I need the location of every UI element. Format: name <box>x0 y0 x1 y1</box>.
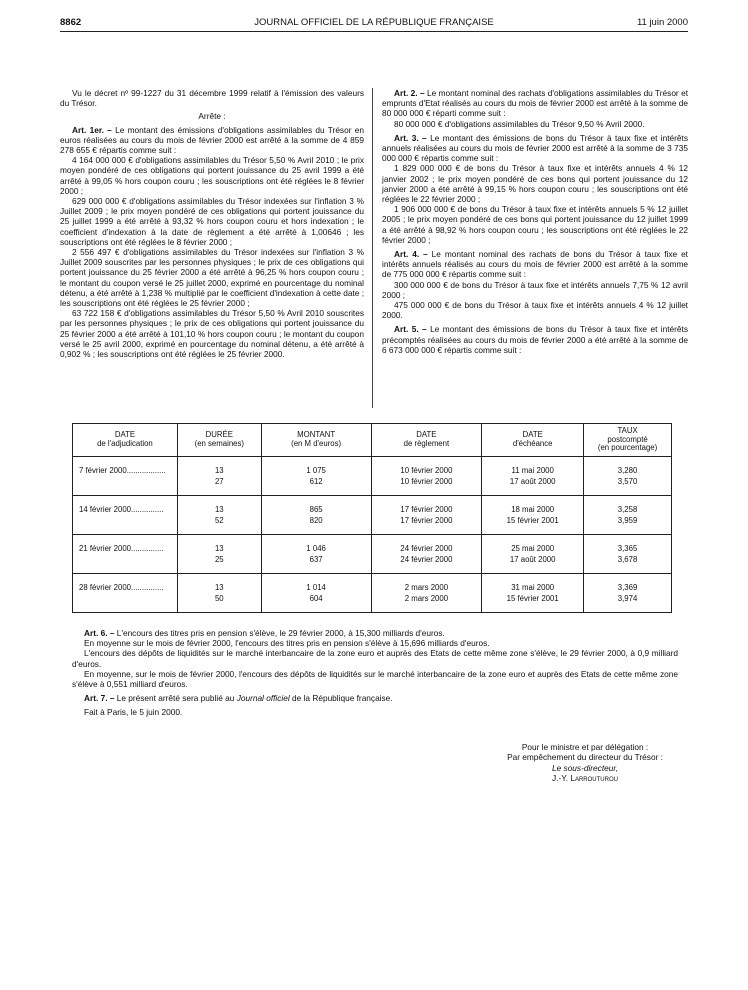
signature-line-2: Par empêchement du directeur du Trésor : <box>507 752 663 763</box>
cell-echeance: 25 mai 2000 17 août 2000 <box>482 534 584 573</box>
signature-block <box>480 742 690 784</box>
column-divider <box>372 88 373 408</box>
cell-duree: 13 25 <box>177 534 261 573</box>
col-header-montant: MONTANT (en M d'euros) <box>261 424 371 457</box>
article-7-label: Art. 7. – <box>84 693 115 704</box>
signatory-title: Le sous-directeur, <box>552 762 618 773</box>
paragraph: 2 556 497 € d'obligations assimilables du Trésor indexées sur l'inflation 3 % Juillet 2009 souscrites par les personnes physiques ; le prix de ces obligations qui portent jouissance du 25 février 2000 a été arrêté à 96,25 % hors coupon couru ; le montant du coupon versé le 25 juillet 2000, exprimé en pourcentage du nominal détenu, a été arrêté à 1,238 % multiplié par le coefficient d'indexation à cette date ; les souscriptions ont été réglées le 25 février 2000 ; <box>60 247 365 309</box>
article-3-label: Art. 3. – <box>394 132 427 143</box>
article-1-text: Le montant des émissions d'obligations assimilables du Trésor en euros réalisées au cours du mois de février 2000 est arrêté à la somme de 4 859 278 655 € répartis comme suit : <box>60 124 364 156</box>
article-4 <box>382 249 688 280</box>
cell-reglement: 10 février 2000 10 février 2000 <box>371 456 482 495</box>
journal-officiel-italic: Journal officiel <box>236 693 290 704</box>
article-2 <box>382 88 688 119</box>
article-3-text: Le montant des émissions de bons du Trésor à taux fixe et intérêts annuels réalisées au cours du mois de février 2000 est arrêté à la somme de 3 735 000 000 € répartis comme suit : <box>382 132 689 164</box>
cell-reglement: 2 mars 2000 2 mars 2000 <box>371 573 482 612</box>
col-header-date-reglement: DATE de règlement <box>371 424 482 457</box>
page-header <box>60 17 688 32</box>
signature-line-1: Pour le ministre et par délégation : <box>521 742 649 752</box>
paragraph: En moyenne, sur le mois de février 2000, l'encours des dépôts de liquidités sur le marché interbancaire de la zone euro et auprès des Etats de cette même zone s'élève à 0,551 milliard d'euros. <box>72 668 678 690</box>
article-3 <box>382 133 688 164</box>
cell-reglement: 17 février 2000 17 février 2000 <box>371 495 482 534</box>
article-5 <box>382 324 688 355</box>
cell-date: 7 février 2000.................. <box>73 456 178 495</box>
cell-montant: 865 820 <box>261 495 371 534</box>
article-4-text: Le montant nominal des rachats de bons du Trésor à taux fixe et intérêts annuels réalisés au cours du mois de février 2000 est arrêté à la somme de 775 000 000 € répartis comme suit : <box>382 249 688 280</box>
left-column <box>60 88 364 359</box>
paragraph: 4 164 000 000 € d'obligations assimilables du Trésor 5,50 % Avril 2010 ; le prix moyen pondéré de ces obligations qui portent jouissance du 25 avril 1999 a été arrêté à 99,05 % hors coupon couru ; les souscriptions ont été réglées le 8 février 2000 ; <box>60 155 364 196</box>
publication-date: 11 juin 2000 <box>636 17 688 28</box>
cell-echeance: 18 mai 2000 15 février 2001 <box>482 495 584 534</box>
right-column <box>382 88 688 355</box>
paragraph: 1 906 000 000 € de bons du Trésor à taux fixe et intérêts annuels 5 % 12 juillet 2005 ; le prix moyen pondéré de ces bons qui portent jouissance du 12 juillet 1999 a été arrêté à 98,92 % hors coupon couru ; les souscriptions ont été réglées le 22 février 2000 ; <box>382 204 688 245</box>
paragraph: En moyenne sur le mois de février 2000, l'encours des titres pris en pension s'élève à 15,696 milliards d'euros. <box>84 638 490 649</box>
article-4-label: Art. 4. – <box>394 249 428 260</box>
cell-montant: 1 014 604 <box>261 573 371 612</box>
article-6 <box>72 628 678 638</box>
cell-taux: 3,369 3,974 <box>584 573 672 612</box>
table-row <box>73 573 672 612</box>
signatory-name: J.-Y. Larrouturou <box>552 773 618 784</box>
adjudication-table <box>72 423 672 613</box>
paragraph: 1 829 000 000 € de bons du Trésor à taux fixe et intérêts annuels 4 % 12 janvier 2002 ; le prix moyen pondéré de ces bons qui portent jouissance du 12 janvier 2000 a été arrêté à 99,15 % hors coupon couru ; les souscriptions ont été réglées le 22 février 2000 ; <box>382 163 688 205</box>
article-2-label: Art. 2. – <box>394 88 425 98</box>
paragraph: L'encours des dépôts de liquidités sur le marché interbancaire de la zone euro et auprès des Etats de cette même zone s'élève, le 29 février 2000, à 0,9 milliard d'euros. <box>72 648 678 669</box>
paragraph: 63 722 158 € d'obligations assimilables du Trésor 5,50 % Avril 2010 souscrites par les personnes physiques ; le prix de ces obligations qui portent jouissance du 25 février 2000 a été arrêté à 101,10 % hors coupon couru ; le montant du coupon versé le 25 avril 2000, exprimé en pourcentage du nominal détenu, a été arrêté à 0,902 % ; les souscriptions ont été réglées le 25 février 2000. <box>60 308 364 360</box>
table-row <box>73 456 672 495</box>
table-row <box>73 495 672 534</box>
cell-date: 14 février 2000............... <box>73 495 178 534</box>
paragraph: 300 000 000 € de bons du Trésor à taux fixe et intérêts annuels 7,75 % 12 avril 2000 ; <box>382 279 688 300</box>
cell-echeance: 11 mai 2000 17 août 2000 <box>482 456 584 495</box>
cell-montant: 1 046 637 <box>261 534 371 573</box>
article-1-label: Art. 1er. – <box>72 124 112 135</box>
final-articles <box>72 628 678 718</box>
cell-date: 28 février 2000............... <box>73 573 178 612</box>
col-header-date-echeance: DATE d'échéance <box>482 424 584 457</box>
article-7: Art. 7. – Le présent arrêté sera publié au Journal officiel de la République française. <box>84 693 393 704</box>
article-1 <box>60 125 364 156</box>
article-2-text: Le montant nominal des rachats d'obligations assimilables du Trésor et emprunts d'Etat réalisés au cours du mois de février 2000 est arrêté à la somme de 80 000 000 € réparti comme suit : <box>382 88 688 119</box>
paragraph: 475 000 000 € de bons du Trésor à taux fixe et intérêts annuels 4 % 12 juillet 2000. <box>382 300 688 321</box>
cell-duree: 13 27 <box>177 456 261 495</box>
paragraph: 629 000 000 € d'obligations assimilables du Trésor indexées sur l'inflation 3 % Juillet 2009 ; le prix moyen pondéré de ces obligations qui portent jouissance du 25 juillet 1999 a été arrêté à 93,32 % hors coupon couru et hors indexation ; le coefficient d'indexation à la date de règlement a été arrêté à 1,00646 ; les souscriptions ont été réglées le 8 février 2000 ; <box>60 196 364 247</box>
article-5-text: Le montant des émissions de bons du Trésor à taux fixe et intérêts précomptés réalisées au cours du mois de février 2000 a été arrêté à la somme de 6 673 000 000 € répartis comme suit : <box>382 324 689 355</box>
journal-title: JOURNAL OFFICIEL DE LA RÉPUBLIQUE FRANÇAISE <box>254 17 494 28</box>
col-header-duree: DURÉE (en semaines) <box>177 424 261 457</box>
cell-duree: 13 52 <box>177 495 261 534</box>
page-number: 8862 <box>60 17 82 28</box>
cell-duree: 13 50 <box>177 573 261 612</box>
cell-date: 21 février 2000............... <box>73 534 178 573</box>
table-header-row <box>73 424 672 457</box>
signing-place-date: Fait à Paris, le 5 juin 2000. <box>84 707 183 718</box>
cell-taux: 3,280 3,570 <box>584 456 672 495</box>
table-row <box>73 534 672 573</box>
cell-montant: 1 075 612 <box>261 456 371 495</box>
col-header-taux: TAUX postcompté (en pourcentage) <box>584 424 672 457</box>
cell-reglement: 24 février 2000 24 février 2000 <box>371 534 482 573</box>
article-5-label: Art. 5. – <box>394 324 427 335</box>
cell-taux: 3,365 3,678 <box>584 534 672 573</box>
cell-echeance: 31 mai 2000 15 février 2001 <box>482 573 584 612</box>
cell-taux: 3,258 3,959 <box>584 495 672 534</box>
decree-reference: Vu le décret nº 99-1227 du 31 décembre 1999 relatif à l'émission des valeurs du Trésor. <box>60 88 364 109</box>
paragraph: 80 000 000 € d'obligations assimilables du Trésor 9,50 % Avril 2000. <box>394 118 645 129</box>
col-header-date-adjudication: DATE de l'adjudication <box>73 424 178 457</box>
arrete-heading: Arrête : <box>198 111 226 122</box>
article-6-text: L'encours des titres pris en pension s'élève, le 29 février 2000, à 15,300 milliards d'euros. <box>116 628 445 638</box>
article-6-label: Art. 6. – <box>84 628 115 638</box>
